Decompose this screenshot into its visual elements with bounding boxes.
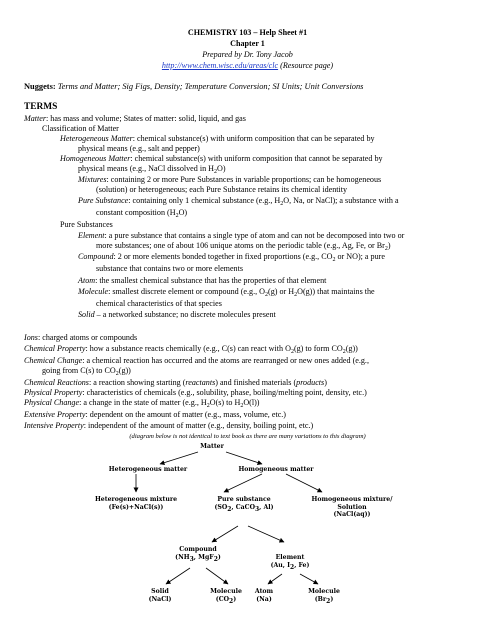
node-atom [255, 588, 273, 603]
sheet-title: CHEMISTRY 103 – Help Sheet #1 [187, 28, 308, 37]
node-heterogeneous-mixture [95, 496, 177, 511]
def-hetero [60, 134, 495, 144]
term-hetero: Heterogeneous Matter [60, 134, 133, 143]
pure-substances-heading: Pure Substances [60, 220, 113, 229]
def-matter [24, 114, 495, 124]
def-phys-prop [24, 388, 495, 398]
term-element: Element [78, 231, 105, 240]
text-extensive: : dependent on the amount of matter (e.g., mass, volume, etc.) [85, 410, 287, 419]
node-molecule-compound [210, 588, 242, 603]
sub: 2 [326, 597, 331, 605]
text-chem-prop-3: (g)) [345, 344, 358, 353]
pure-substance-label: Pure substance [217, 496, 271, 503]
text-atom: : the smallest chemical substance that has the properties of that element [95, 276, 327, 285]
resource-suffix: (Resource page) [278, 61, 334, 70]
text-intensive: : independent of the amount of matter (e.g., density, boiling point, etc.) [83, 421, 314, 430]
text-chem-prop-2: (g) to form CO [293, 344, 343, 353]
compound-label: Compound [179, 546, 217, 553]
def-compound [78, 252, 495, 262]
classification-heading: Classification of Matter [42, 124, 119, 133]
text-phys-change-2: O(s) to H [209, 398, 241, 407]
sub: 2 [280, 201, 284, 207]
sub: 2 [384, 246, 388, 252]
def-solid [78, 310, 495, 320]
def-mixtures [78, 175, 495, 185]
text-pure-1a: : containing only 1 chemical substance (e.g., H [128, 196, 281, 205]
text-phys-change-3: O(l)) [243, 398, 260, 407]
term-ions: Ions [24, 333, 38, 342]
def-homo [60, 154, 495, 164]
homo-mixture-label-2: Solution [337, 503, 367, 511]
text-reactants: reactants [185, 378, 216, 387]
text-chem-reactions-1: : a reaction showing starting ( [88, 378, 186, 387]
text-compound-1b: or NO); a pure [335, 252, 385, 261]
sub: 2 [265, 292, 269, 298]
terms-heading: TERMS [24, 102, 58, 112]
def-chem-change-2 [42, 366, 495, 376]
text-matter: : has mass and volume; States of matter: solid, liquid, and gas [46, 114, 246, 123]
text-hetero-1: : chemical substance(s) with uniform composition that can be separated by [132, 134, 375, 143]
node-element [271, 554, 310, 569]
molecule2-label: Molecule [308, 588, 340, 595]
text-chem-reactions-2: ) and finished materials ( [215, 378, 297, 387]
pse-a: (SO [214, 503, 228, 511]
term-atom: Atom [78, 276, 96, 285]
def-element-2 [96, 241, 495, 251]
pure-substance-example [214, 504, 273, 512]
text-products: products [296, 378, 325, 387]
text-pure-2b: O) [178, 208, 188, 217]
text-molecule-1b: (g) or H [268, 287, 295, 296]
sub: 2 [115, 371, 119, 377]
sub: 2 [229, 597, 234, 605]
m2-b: ) [330, 595, 334, 603]
term-compound: Compound [78, 252, 114, 261]
def-ions [24, 333, 495, 343]
def-pure [78, 196, 495, 206]
nuggets-line [24, 82, 495, 92]
text-pure-1b: O, Na, or NaCl); a substance with a [283, 196, 399, 205]
pse-c: , Al) [259, 503, 274, 511]
ee-a: (Au, I [270, 561, 291, 569]
sub: 2 [290, 563, 295, 571]
term-chem-prop: Chemical Property [24, 344, 86, 353]
sub: 2 [227, 505, 232, 513]
text-homo-1: : chemical substance(s) with uniform composition that cannot be separated by [130, 154, 383, 163]
text-homo-2b: O) [217, 164, 226, 173]
term-mixtures: Mixtures [78, 175, 107, 184]
compound-example [175, 554, 221, 562]
node-heterogeneous-matter: Heterogeneous matter [108, 466, 188, 473]
molecule2-example [308, 596, 340, 604]
sub: 2 [240, 403, 244, 409]
element-example [271, 562, 310, 570]
term-intensive: Intensive Property [24, 421, 84, 430]
text-molecule-1a: : smallest discrete element or compound (e.g., O [108, 287, 266, 296]
text-element-2a: more substances; one of about 106 unique atoms on the periodic table (e.g., Ag, Fe, or Br [96, 241, 385, 250]
ce-a: (NH [175, 553, 190, 561]
node-solid [149, 588, 172, 603]
sub: 2 [332, 257, 336, 263]
chapter-heading: Chapter 1 [230, 39, 265, 48]
text-element-2b: ) [387, 241, 391, 250]
node-matter: Matter [200, 443, 224, 450]
def-chem-reactions [24, 378, 495, 388]
term-solid: Solid [78, 310, 95, 319]
text-homo-2a: physical means (e.g., NaCl dissolved in H [78, 164, 214, 173]
node-pure-substance [214, 496, 273, 511]
def-molecule-2: chemical characteristics of that species [96, 299, 222, 308]
term-phys-prop: Physical Property [24, 388, 83, 397]
author-line: Prepared by Dr. Tony Jacob [202, 50, 293, 59]
text-solid: – a networked substance; no discrete molecules present [94, 310, 276, 319]
def-mixtures-2: (solution) or heterogeneous; each Pure Substance retains its chemical identity [96, 185, 348, 194]
term-chem-change: Chemical Change [24, 356, 83, 365]
text-chem-change-2b: (g)) [118, 366, 131, 375]
node-homogeneous-matter: Homogeneous matter [238, 466, 314, 473]
node-homogeneous-mixture [311, 496, 392, 519]
term-extensive: Extensive Property [24, 410, 86, 419]
pse-b: , CaCO [231, 503, 255, 511]
text-pure-2a: constant composition (H [96, 208, 176, 217]
atom-example: (Na) [256, 595, 272, 603]
def-intensive [24, 421, 495, 431]
text-phys-prop: : characteristics of chemicals (e.g., solubility, phase, boiling/melting point, density, etc.) [82, 388, 367, 397]
sub: 2 [214, 169, 217, 175]
term-phys-change: Physical Change [24, 398, 80, 407]
sub: 2 [342, 349, 346, 355]
node-compound [175, 546, 221, 561]
text-molecule-1c: O(g)) that maintains the [297, 287, 375, 296]
def-compound-2: substance that contains two or more elements [96, 264, 243, 273]
def-hetero-2: physical means (e.g., salt and pepper) [78, 144, 200, 153]
resource-line [0, 61, 495, 71]
solid-example: (NaCl) [148, 595, 172, 603]
def-element [78, 231, 495, 241]
molecule1-example [210, 596, 242, 604]
term-homo: Homogeneous Matter [60, 154, 131, 163]
text-compound-1a: : 2 or more elements bonded together in fixed proportions (e.g., CO [113, 252, 333, 261]
element-label: Element [275, 554, 305, 561]
homo-mixture-label: Homogeneous mixture/ [311, 496, 393, 503]
sub: 3 [254, 505, 260, 513]
sub: 2 [206, 403, 210, 409]
molecule1-label: Molecule [210, 588, 242, 595]
sub: 2 [294, 292, 298, 298]
term-chem-reactions: Chemical Reactions [24, 378, 89, 387]
term-matter: Matter [24, 114, 47, 123]
def-extensive [24, 410, 495, 420]
homo-mixture-example: (NaCl(aq)) [333, 511, 371, 518]
def-phys-change [24, 398, 495, 408]
term-molecule: Molecule [78, 287, 109, 296]
resource-link[interactable]: http://www.chem.wisc.edu/areas/clc [161, 61, 279, 70]
hetero-mixture-example: (Fe(s)+NaCl(s)) [108, 503, 164, 511]
def-atom [78, 276, 495, 286]
node-molecule-element [308, 588, 340, 603]
def-molecule [78, 287, 495, 297]
ce-c: ) [217, 553, 221, 561]
nuggets-text: Terms and Matter; Sig Figs, Density; Temperature Conversion; SI Units; Unit Conversions [55, 82, 364, 91]
def-homo-2 [78, 164, 495, 174]
hetero-mixture-label: Heterogeneous mixture [94, 496, 178, 503]
sub: 3 [189, 555, 194, 563]
atom-label: Atom [254, 588, 274, 595]
m1-b: ) [233, 595, 237, 603]
text-chem-change-1: : a chemical reaction has occurred and the atoms are rearranged or new ones added (e.g., [82, 356, 369, 365]
nuggets-label: Nuggets: [24, 82, 56, 91]
m2-a: (Br [314, 595, 327, 603]
text-chem-change-2a: going from C(s) to CO [42, 366, 116, 375]
def-chem-change [24, 356, 495, 366]
diagram-caption: (diagram below is not identical to text book as there are many variations to this diagram) [129, 433, 366, 440]
text-chem-reactions-3: ) [324, 378, 327, 387]
solid-label: Solid [151, 588, 169, 595]
ee-b: , Fe) [294, 561, 310, 569]
def-pure-2 [96, 208, 495, 218]
m1-a: (CO [215, 595, 230, 603]
text-ions: : charged atoms or compounds [37, 333, 138, 342]
text-mixtures-1: : containing 2 or more Pure Substances in variable proportions; can be homogeneous [106, 175, 382, 184]
sub: 2 [175, 213, 179, 219]
sub: 2 [290, 349, 294, 355]
sub: 2 [213, 555, 218, 563]
def-chem-prop [24, 344, 495, 354]
ce-b: , MgF [193, 553, 214, 561]
text-chem-prop-1: : how a substance reacts chemically (e.g., C(s) can react with O [85, 344, 291, 353]
text-element-1: : a pure substance that contains a single type of atom and can not be decomposed into two or [104, 231, 405, 240]
term-pure: Pure Substance [78, 196, 129, 205]
text-phys-change-1: : a change in the state of matter (e.g., H [79, 398, 207, 407]
